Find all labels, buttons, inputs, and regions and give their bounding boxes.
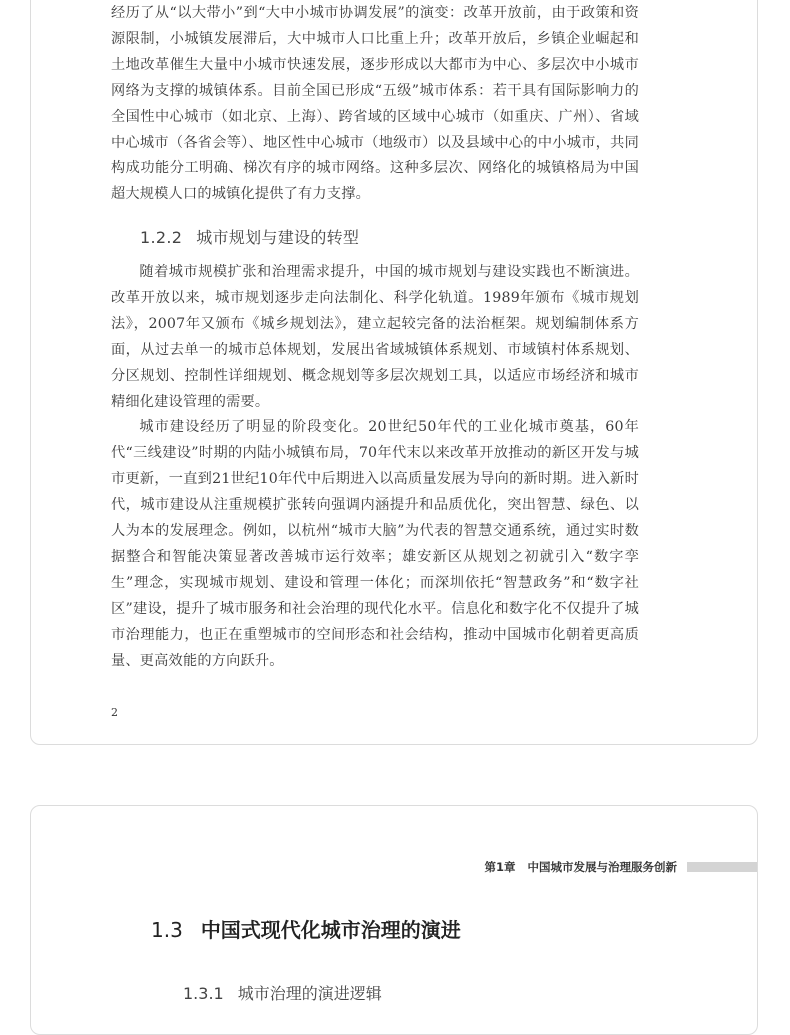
intro-paragraph: 经历了从“以大带小”到“大中小城市协调发展”的演变：改革开放前，由于政策和资源限制，小城镇发展滞后，大中城市人口比重上升；改革开放后，乡镇企业崛起和土地改革催生大量中小城市快速发展，逐步形成以大都市为中心、多层次中小城市网络为支撑的城镇体系。目前全国已形成“五级”城市体系：若干具有国际影响力的全国性中心城市（如北京、上海）、跨省域的区域中心城市（如重庆、广州）、省域中心城市（各省会等）、地区性中心城市（地级市）以及县域中心的中小城市，共同构成功能分工明确、梯次有序的城市网络。这种多层次、网络化的城镇格局为中国超大规模人口的城镇化提供了有力支撑。 [111, 5, 639, 203]
paragraph-planning: 随着城市规模扩张和治理需求提升，中国的城市规划与建设实践也不断演进。改革开放以来，城市规划逐步走向法制化、科学化轨道。1989年颁布《城市规划法》，2007年又颁布《城乡规划法》，建立起较完备的法治框架。规划编制体系方面，从过去单一的城市总体规划，发展出省域城镇体系规划、市域镇村体系规划、分区规划、控制性详细规划、概念规划等多层次规划工具，以适应市场经济和城市精细化建设管理的需要。 [111, 264, 639, 410]
subsection-number: 1.3.1 [183, 984, 224, 1003]
page-3 [30, 805, 758, 1035]
header-bar [687, 862, 757, 872]
intro-text-block [111, 1, 639, 208]
paragraph-construction: 城市建设经历了明显的阶段变化。20世纪50年代的工业化城市奠基，60年代“三线建设”时期的内陆小城镇布局，70年代末以来改革开放推动的新区开发与城市更新，一直到21世纪10年代中后期进入以高质量发展为导向的新时期。进入新时代，城市建设从注重规模扩张转向强调内涵提升和品质优化，突出智慧、绿色、以人为本的发展理念。例如，以杭州“城市大脑”为代表的智慧交通系统，通过实时数据整合和智能决策显著改善城市运行效率；雄安新区从规划之初就引入“数字孪生”理念，实现城市规划、建设和管理一体化；而深圳依托“智慧政务”和“数字社区”建设，提升了城市服务和社会治理的现代化水平。信息化和数字化不仅提升了城市治理能力，也正在重塑城市的空间形态和社会结构，推动中国城市化朝着更高质量、更高效能的方向跃升。 [111, 419, 639, 669]
subsection-title: 城市治理的演进逻辑 [237, 984, 382, 1003]
section-number: 1.2.2 [140, 228, 183, 247]
chapter-title: 中国城市发展与治理服务创新 [527, 860, 677, 874]
section-body [111, 260, 639, 675]
section-heading-1-2-2 [140, 225, 359, 248]
page-2 [30, 0, 758, 745]
subsection-heading-1-3-1 [183, 981, 382, 1004]
section-title: 城市规划与建设的转型 [196, 228, 360, 247]
running-header [484, 860, 757, 874]
chapter-label: 第1章 [484, 860, 516, 874]
section-heading-1-3 [151, 914, 461, 943]
running-header-text [484, 859, 677, 875]
section-number: 1.3 [151, 918, 183, 942]
page-number: 2 [111, 706, 118, 719]
section-title: 中国式现代化城市治理的演进 [200, 918, 461, 942]
